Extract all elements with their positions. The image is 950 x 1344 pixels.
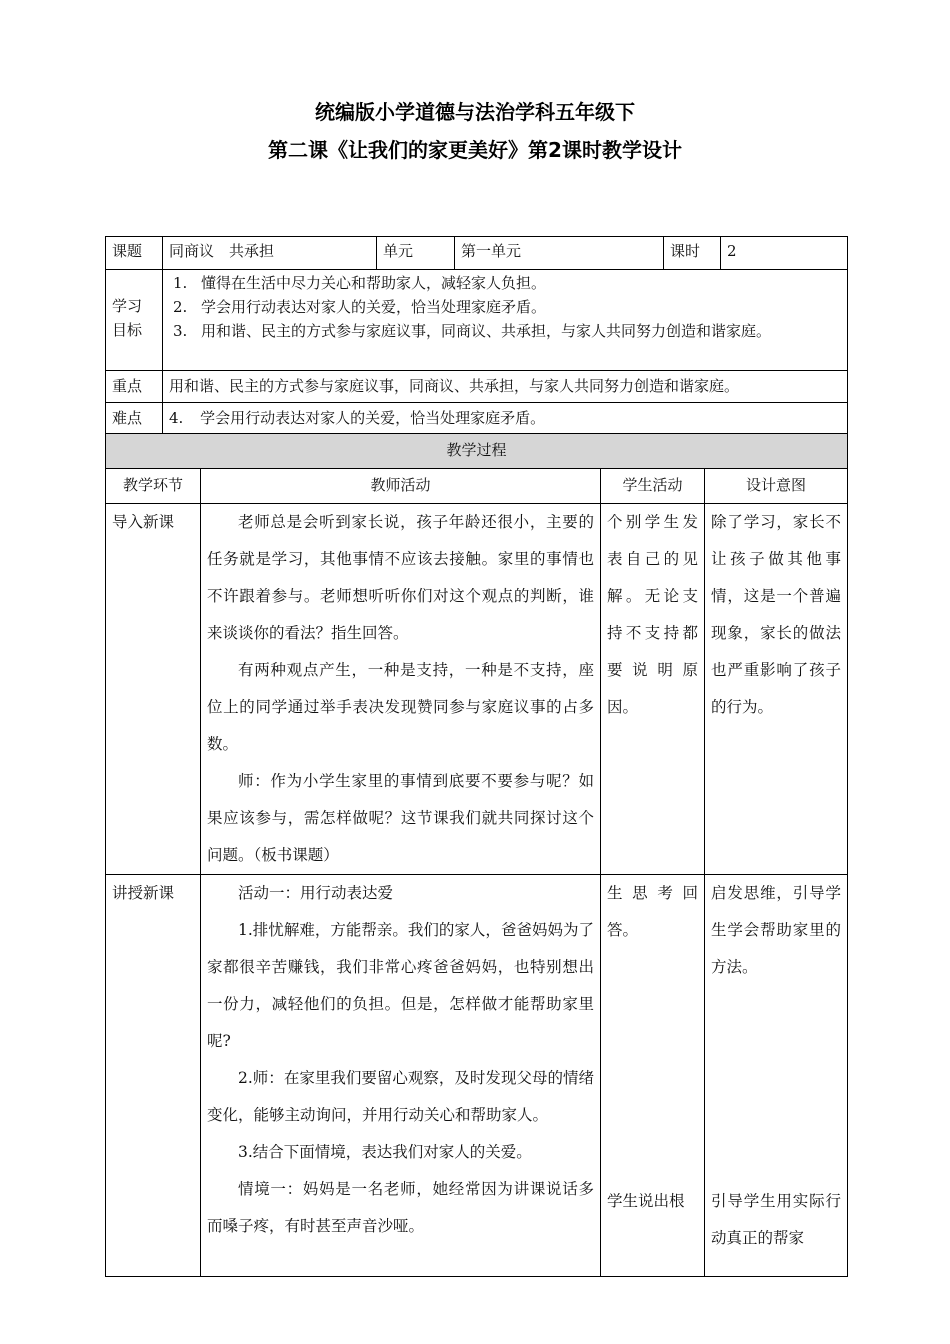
teaching-process-table: [105, 433, 848, 1277]
teacher-paragraph: 1.排忧解难，方能帮亲。我们的家人，爸爸妈妈为了家都很辛苦赚钱，我们非常心疼爸爸妈妈，也特别想出一份力，减轻他们的负担。但是，怎样做才能帮助家里呢?: [207, 921, 594, 1050]
design-intent-text: 启发思维，引导学生学会帮助家里的方法。: [711, 884, 842, 976]
design-intent-cell: 除了学习，家长不让孩子做其他事情，这是一个普遍现象，家长的做法也严重影响了孩子的行为。: [705, 504, 848, 875]
table-row: [106, 504, 848, 875]
difficulty-label: 难点: [106, 403, 163, 435]
period-label: 课时: [664, 237, 721, 270]
goals-label: [106, 270, 163, 371]
goals-list: [169, 271, 841, 343]
table-row: [106, 875, 848, 1277]
teacher-activity-cell: [201, 875, 601, 1277]
key-label: 重点: [106, 371, 163, 403]
spacer: [711, 986, 841, 1183]
header-design-intent: 设计意图: [705, 469, 848, 504]
document-title-line-2: 第二课《让我们的家更美好》第2课时教学设计: [268, 138, 682, 162]
goal-item: [173, 319, 841, 343]
process-section-title: 教学过程: [106, 434, 848, 469]
teacher-activity-cell: [201, 504, 601, 875]
topic-value: 同商议 共承担: [163, 237, 377, 270]
goals-list-cell: [163, 270, 848, 371]
teacher-paragraph: 情境一：妈妈是一名老师，她经常因为讲课说话多而嗓子疼，有时甚至声音沙哑。: [207, 1180, 594, 1235]
difficulty-number: 4.: [169, 409, 184, 427]
header-stage: 教学环节: [106, 469, 201, 504]
stage-cell: 导入新课: [106, 504, 201, 875]
student-activity-text: 生思考回答。: [607, 884, 698, 939]
key-value: 用和谐、民主的方式参与家庭议事，同商议、共承担，与家人共同努力创造和谐家庭。: [163, 371, 848, 403]
header-teacher-activity: 教师活动: [201, 469, 601, 504]
design-intent-text: 引导学生用实际行动真正的帮家: [711, 1192, 842, 1247]
teacher-paragraph: 老师总是会听到家长说，孩子年龄还很小，主要的任务就是学习，其他事情不应该去接触。家里的事情也不许跟着参与。老师想听听你们对这个观点的判断，谁来谈谈你的看法？指生回答。: [207, 513, 594, 642]
header-student-activity: 学生活动: [601, 469, 705, 504]
goal-text: 用和谐、民主的方式参与家庭议事，同商议、共承担，与家人共同努力创造和谐家庭。: [201, 322, 772, 340]
teacher-paragraph: 有两种观点产生，一种是支持，一种是不支持，座位上的同学通过举手表决发现赞同参与家庭议事的占多数。: [207, 661, 594, 753]
period-value: 2: [721, 237, 848, 270]
unit-label: 单元: [377, 237, 455, 270]
student-activity-cell: [601, 875, 705, 1277]
teacher-paragraph: 活动一：用行动表达爱: [238, 884, 394, 902]
teacher-paragraph: 3.结合下面情境，表达我们对家人的关爱。: [238, 1143, 532, 1161]
goal-item: [173, 271, 841, 295]
goal-text: 懂得在生活中尽力关心和帮助家人，减轻家人负担。: [201, 274, 547, 292]
document-title-line-1: 统编版小学道德与法治学科五年级下: [315, 100, 635, 124]
difficulty-cell: [163, 403, 848, 435]
goal-number: 3.: [173, 322, 188, 340]
goal-text: 学会用行动表达对家人的关爱，恰当处理家庭矛盾。: [201, 298, 547, 316]
student-activity-text: 学生说出根: [607, 1192, 685, 1210]
teacher-paragraph: 师：作为小学生家里的事情到底要不要参与呢？如果应该参与，需怎样做呢？这节课我们就共同探讨这个问题。（板书课题）: [207, 772, 594, 864]
goal-item: [173, 295, 841, 319]
goals-label-line-2: 目标: [112, 321, 143, 339]
unit-value: 第一单元: [455, 237, 664, 270]
goals-label-line-1: 学习: [112, 297, 143, 315]
lesson-info-table: [105, 236, 848, 435]
design-intent-cell: [705, 875, 848, 1277]
goal-number: 2.: [173, 298, 188, 316]
goal-number: 1.: [173, 274, 188, 292]
difficulty-value: 学会用行动表达对家人的关爱，恰当处理家庭矛盾。: [200, 409, 546, 427]
topic-label: 课题: [106, 237, 163, 270]
spacer: [607, 949, 698, 1183]
student-activity-cell: 个别学生发表自己的见解。无论支持不支持都要说明原因。: [601, 504, 705, 875]
teacher-paragraph: 2.师：在家里我们要留心观察，及时发现父母的情绪变化，能够主动询问，并用行动关心和帮助家人。: [207, 1069, 594, 1124]
stage-cell: 讲授新课: [106, 875, 201, 1277]
